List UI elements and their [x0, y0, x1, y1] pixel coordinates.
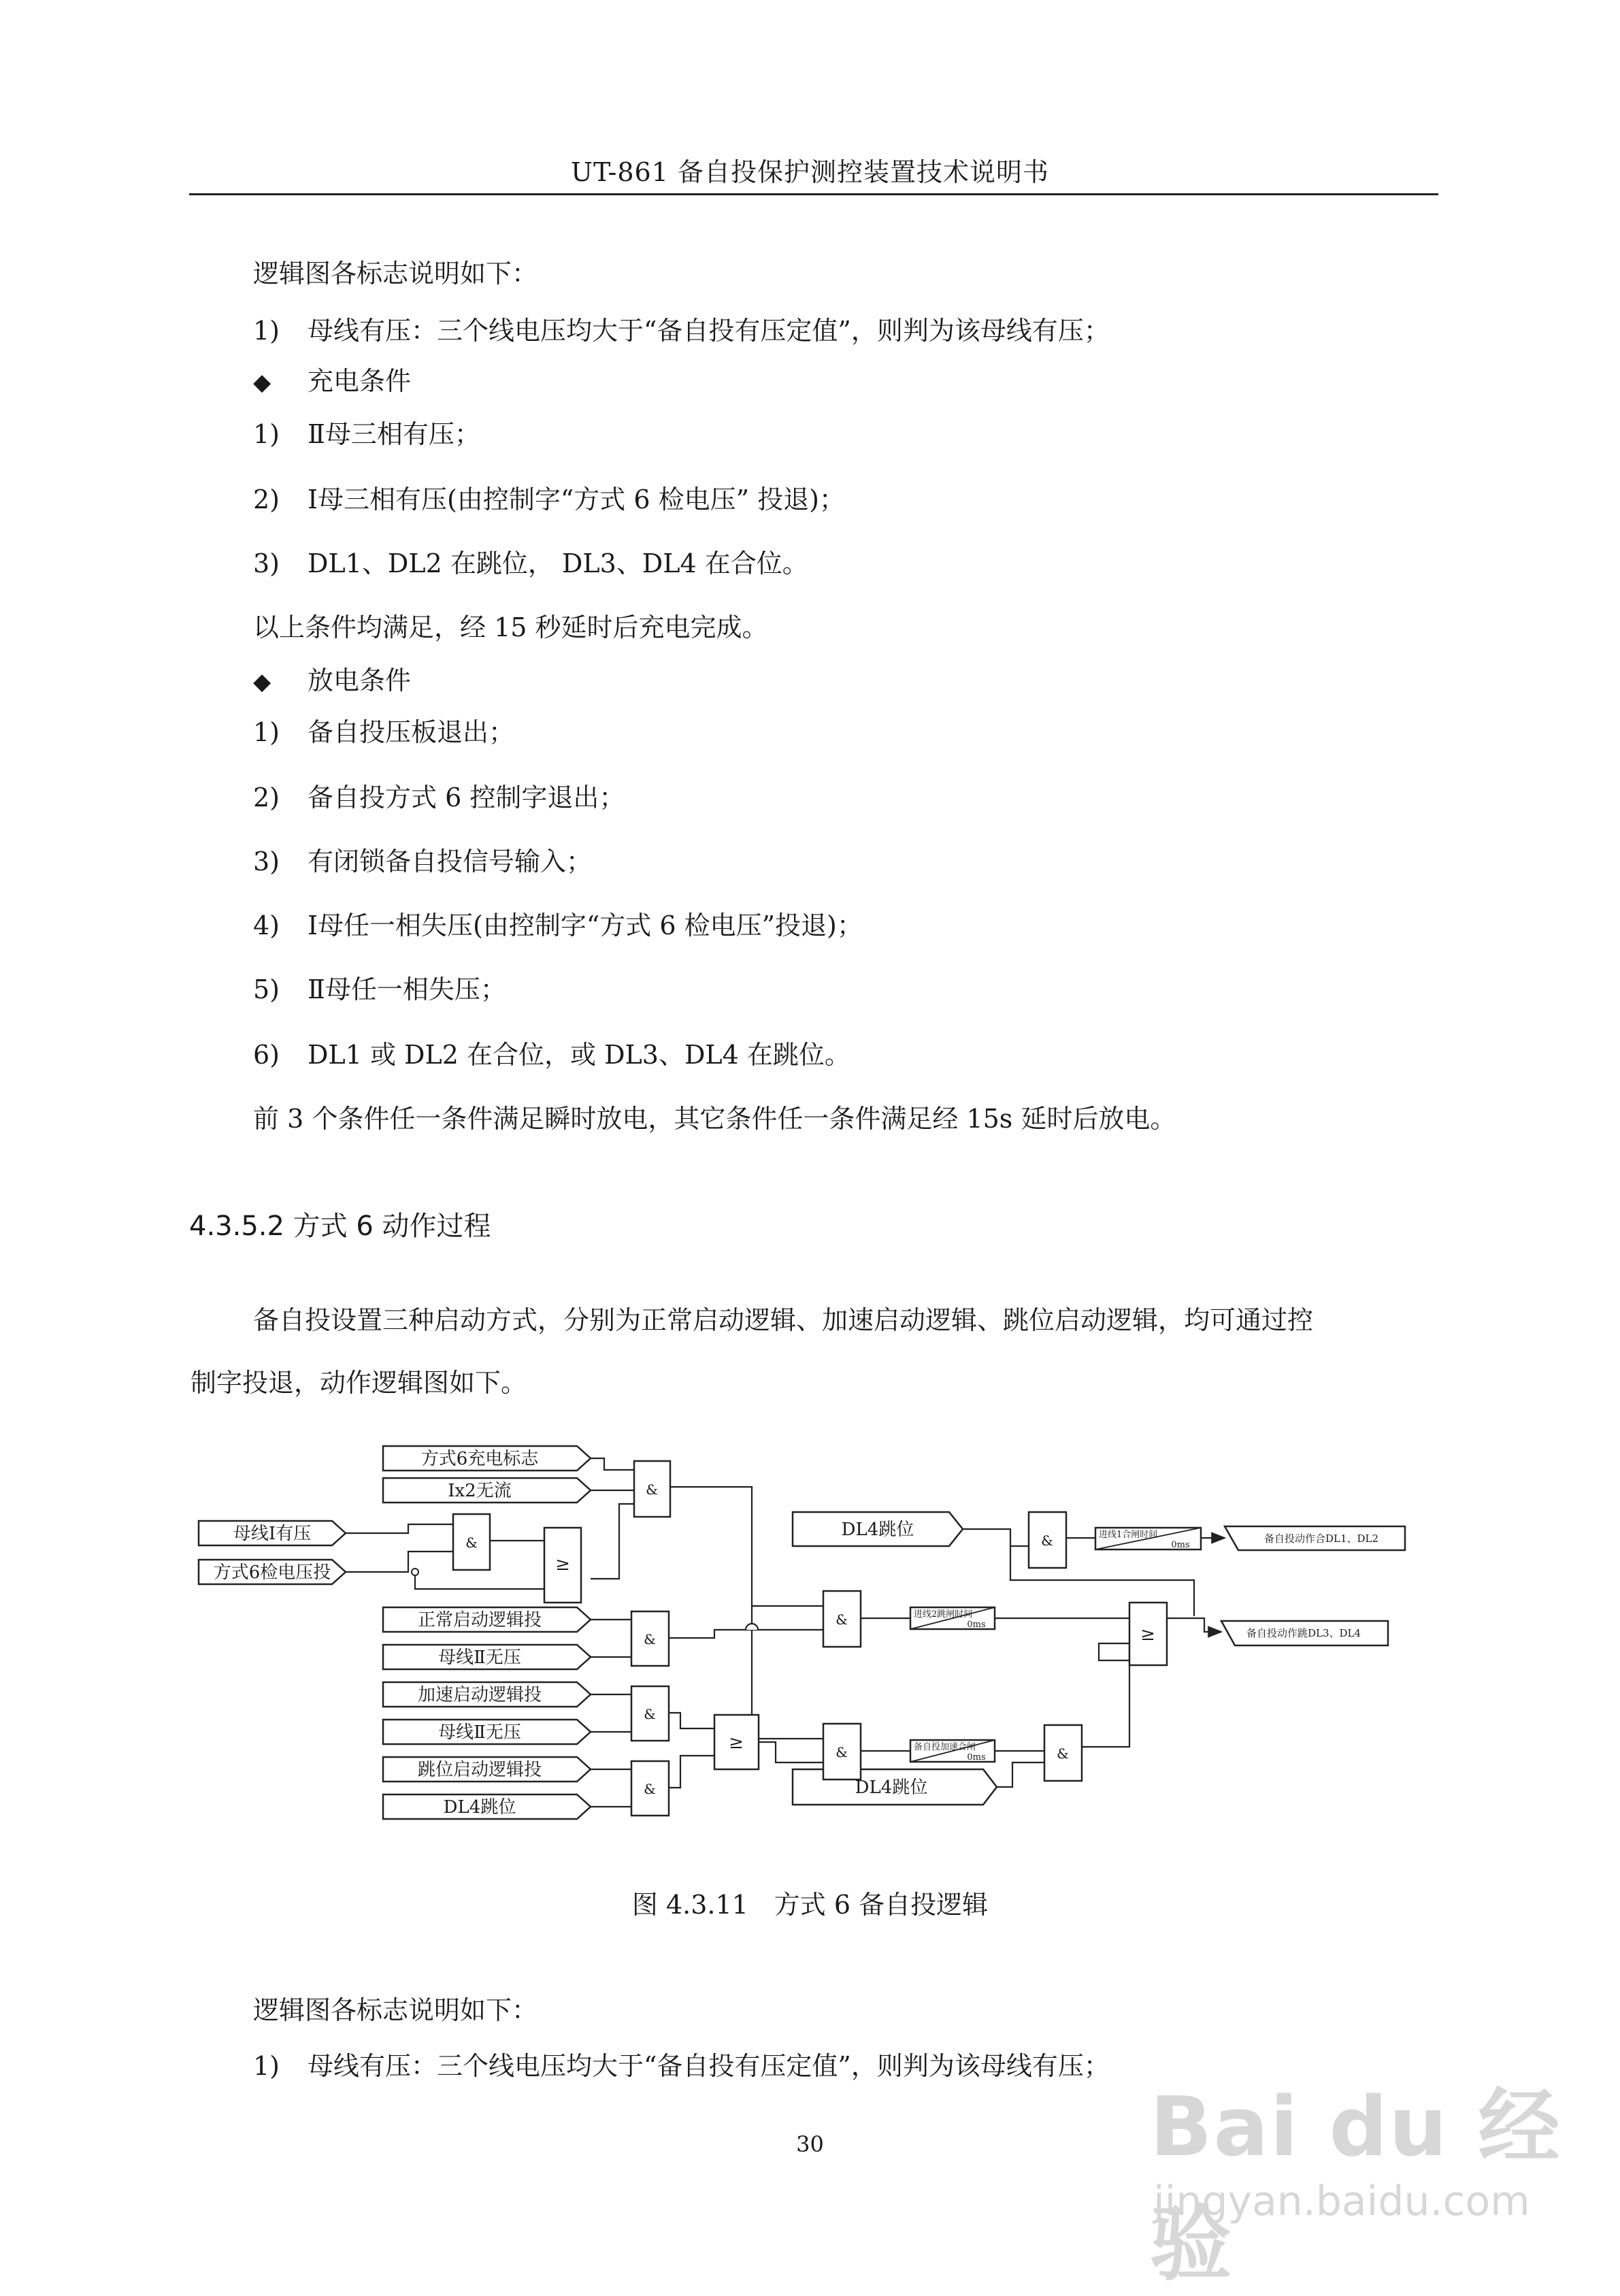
gate-symbol: &: [644, 1631, 656, 1647]
gate-symbol: &: [1057, 1745, 1069, 1762]
timer-value: 0ms: [1171, 1540, 1190, 1550]
discharge-summary: 前 3 个条件任一条件满足瞬时放电，其它条件任一条件满足经 15s 延时后放电。: [253, 1104, 1176, 1134]
diamond-bullet-icon: ◆: [253, 668, 271, 695]
wire: [346, 1552, 453, 1572]
timer-label: 备自投加速合闸: [914, 1742, 976, 1752]
gate-symbol: ≥: [729, 1733, 744, 1753]
charge-heading: ◆ 充电条件: [253, 365, 411, 399]
charge-item: 1) Ⅱ母三相有压；: [253, 419, 480, 449]
gate-symbol: ≥: [555, 1554, 570, 1575]
output-label-close: 备自投动作合DL1、DL2: [1264, 1532, 1379, 1545]
input-label-accel-start: 加速启动逻辑投: [417, 1685, 542, 1705]
wire: [997, 1762, 1044, 1787]
wire: [346, 1524, 453, 1533]
wire: [669, 1713, 714, 1728]
wire: [759, 1742, 823, 1762]
gate-symbol: &: [644, 1781, 656, 1797]
input-label-dl4-trip-bottom: DL4跳位: [855, 1777, 928, 1798]
wire: [1082, 1643, 1129, 1747]
discharge-item: 4) Ⅰ母任一相失压(由控制字“方式 6 检电压”投退)；: [253, 911, 863, 940]
item-number: 1): [253, 316, 280, 346]
wire: [995, 1747, 1044, 1751]
discharge-item: 3) 有闭锁备自投信号输入；: [253, 847, 593, 876]
gate-symbol: &: [836, 1611, 848, 1628]
wire: [752, 1606, 823, 1739]
input-label-ix2: Ix2无流: [448, 1481, 512, 1501]
timer-label: 进线2跳闸时间: [914, 1609, 973, 1620]
timer-value: 0ms: [967, 1620, 986, 1630]
input-label-bus1-voltage: 母线Ⅰ有压: [233, 1524, 312, 1544]
legend-intro: 逻辑图各标志说明如下：: [253, 259, 538, 289]
input-label-normal-start: 正常启动逻辑投: [417, 1610, 542, 1630]
timer-value: 0ms: [967, 1752, 986, 1762]
inverter-dot: [412, 1569, 418, 1575]
gate-symbol: &: [646, 1481, 658, 1498]
timer-label: 进线1合闸时间: [1099, 1530, 1158, 1540]
wire: [591, 1504, 634, 1579]
diamond-bullet-icon: ◆: [253, 369, 271, 396]
gate-symbol: &: [836, 1744, 848, 1760]
gate-symbol: &: [465, 1535, 478, 1551]
section-paragraph-line: 制字投退，动作逻辑图如下。: [191, 1368, 527, 1398]
discharge-item: 2) 备自投方式 6 控制字退出；: [253, 783, 625, 813]
gate-symbol: &: [1041, 1532, 1053, 1549]
gate-symbol: ≥: [1140, 1624, 1155, 1645]
charge-item: 3) DL1、DL2 在跳位， DL3、DL4 在合位。: [253, 548, 808, 578]
wire: [591, 1458, 634, 1470]
watermark-brand: Bai du 经验: [1150, 2080, 1561, 2292]
baidu-watermark: [1150, 2062, 1620, 2296]
section-title: 4.3.5.2 方式 6 动作过程: [189, 1211, 491, 1242]
input-label-dl4-trip-top: DL4跳位: [841, 1520, 914, 1540]
page-header-title: UT-861 备自投保护测控装置技术说明书: [571, 157, 1049, 187]
wire: [1099, 1643, 1129, 1660]
figure-caption: 图 4.3.11 方式 6 备自投逻辑: [631, 1890, 989, 1920]
wire: [963, 1529, 1029, 1546]
input-label-dl4-trip: DL4跳位: [443, 1797, 516, 1818]
wire: [415, 1572, 544, 1589]
wire-crossing: [746, 1624, 758, 1630]
discharge-item: 6) DL1 或 DL2 在合位，或 DL3、DL4 在跳位。: [253, 1040, 850, 1070]
charge-item: 2) Ⅰ母三相有压(由控制字“方式 6 检电压” 投退)；: [253, 485, 845, 514]
input-label-charge-flag: 方式6充电标志: [420, 1449, 539, 1469]
item-text: 母线有压：三个线电压均大于“备自投有压定值”，则判为该母线有压；: [308, 316, 1110, 346]
input-label-bus2-no-voltage: 母线Ⅱ无压: [438, 1647, 521, 1668]
output-label-trip: 备自投动作跳DL3、DL4: [1246, 1627, 1361, 1639]
gate-symbol: &: [644, 1706, 656, 1722]
input-label-trip-start: 跳位启动逻辑投: [417, 1760, 542, 1780]
section-paragraph-line: 备自投设置三种启动方式，分别为正常启动逻辑、加速启动逻辑、跳位启动逻辑，均可通过控: [253, 1305, 1314, 1335]
charge-summary: 以上条件均满足，经 15 秒延时后充电完成。: [253, 612, 768, 642]
wire: [669, 1630, 823, 1638]
wire: [1167, 1618, 1221, 1632]
input-label-bus2-no-voltage: 母线Ⅱ无压: [438, 1722, 521, 1743]
watermark-url: jingyan.baidu.com: [1153, 2178, 1530, 2225]
input-label-check-voltage: 方式6检电压投: [213, 1562, 331, 1583]
legend-item-bus-voltage: 1) 母线有压：三个线电压均大于“备自投有压定值”，则判为该母线有压；: [253, 2051, 1110, 2081]
wire: [669, 1756, 714, 1788]
discharge-heading: ◆ 放电条件: [253, 664, 411, 698]
page-number: 30: [796, 2131, 824, 2157]
discharge-item: 1) 备自投压板退出；: [253, 717, 515, 747]
legend-intro: 逻辑图各标志说明如下：: [253, 1995, 538, 2025]
discharge-item: 5) Ⅱ母任一相失压；: [253, 974, 506, 1004]
